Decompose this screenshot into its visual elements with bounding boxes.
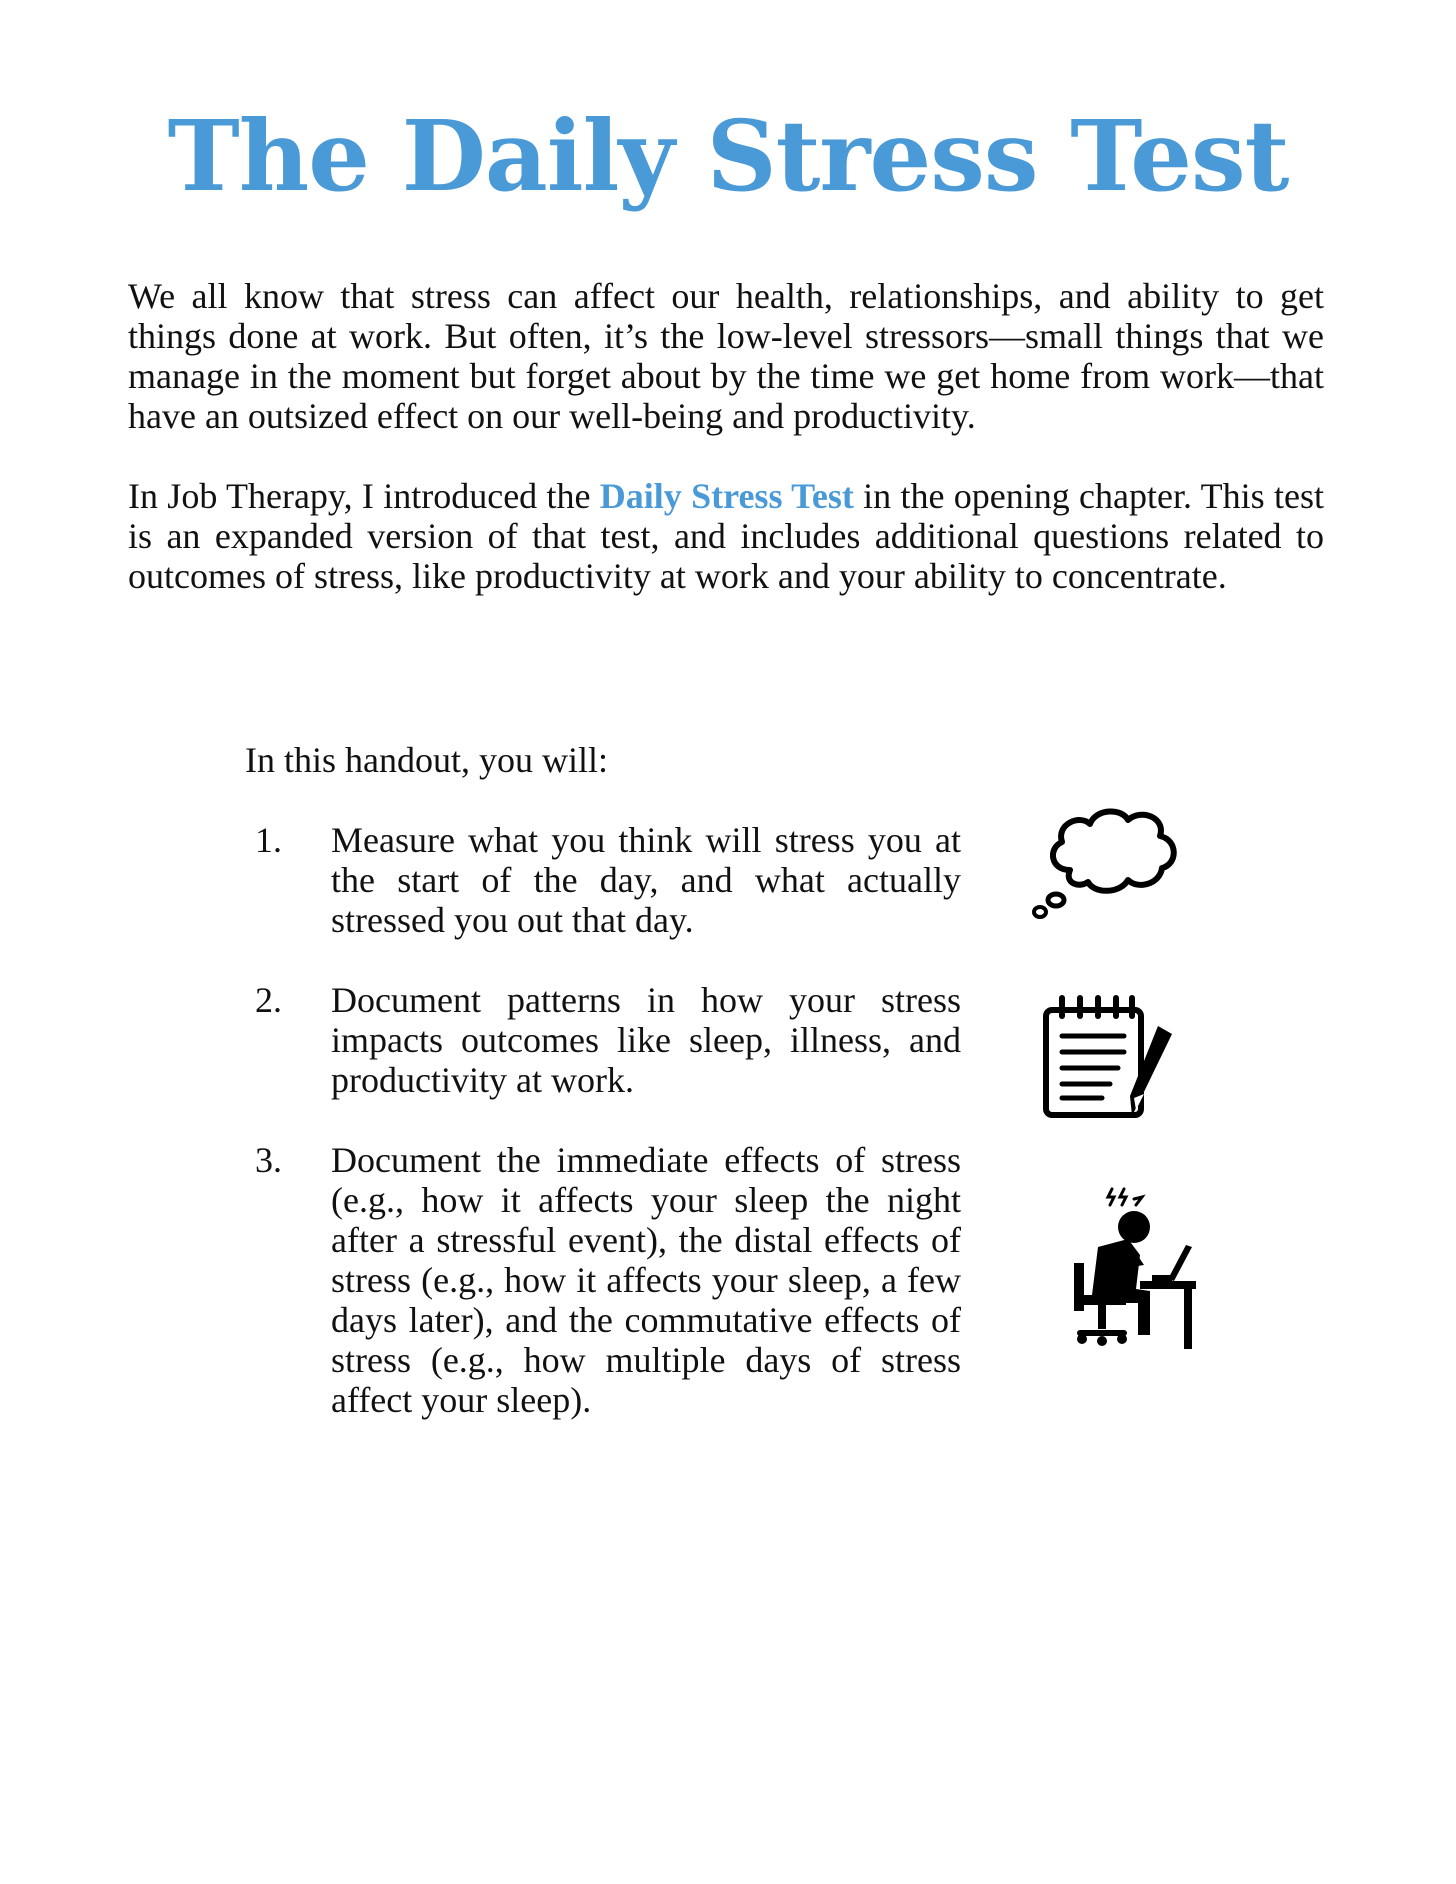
thought-bubble-icon xyxy=(1030,800,1190,925)
page-title: The Daily Stress Test xyxy=(167,99,1289,213)
job-therapy-paragraph xyxy=(128,476,1324,596)
notepad-pencil-icon xyxy=(1040,990,1180,1125)
list-item-text: Measure what you think will stress you at the start of the day, and what actually stressed you out that day. xyxy=(331,820,961,940)
stressed-worker-icon xyxy=(1040,1185,1200,1355)
list-item-text: Document patterns in how your stress impacts outcomes like sleep, illness, and productivity at work. xyxy=(331,980,961,1100)
daily-stress-test-highlight: Daily Stress Test xyxy=(599,476,854,516)
list-item-number: 1. xyxy=(255,820,282,860)
handout-lead: In this handout, you will: xyxy=(245,740,608,780)
job-therapy-text-after: in the opening chapter. This test is an expanded version of that test, and includes additional questions related to outcomes of stress, like productivity at work and your ability to concentrate. xyxy=(128,476,1324,596)
intro-paragraph: We all know that stress can affect our health, relationships, and ability to get things done at work. But often, it’s the low-level stressors—small things that we manage in the moment but forget about by the time we get home from work—that have an outsized effect on our well-being and productivity. xyxy=(128,276,1324,436)
job-therapy-text-before: In Job Therapy, I introduced the xyxy=(128,476,600,516)
list-item-number: 3. xyxy=(255,1140,282,1180)
list-item-text: Document the immediate effects of stress (e.g., how it affects your sleep the night after a stressful event), the distal effects of stress (e.g., how it affects your sleep, a few days later), and the commutative effects of stress (e.g., how multiple days of stress affect your sleep). xyxy=(331,1140,961,1420)
list-item-number: 2. xyxy=(255,980,282,1020)
